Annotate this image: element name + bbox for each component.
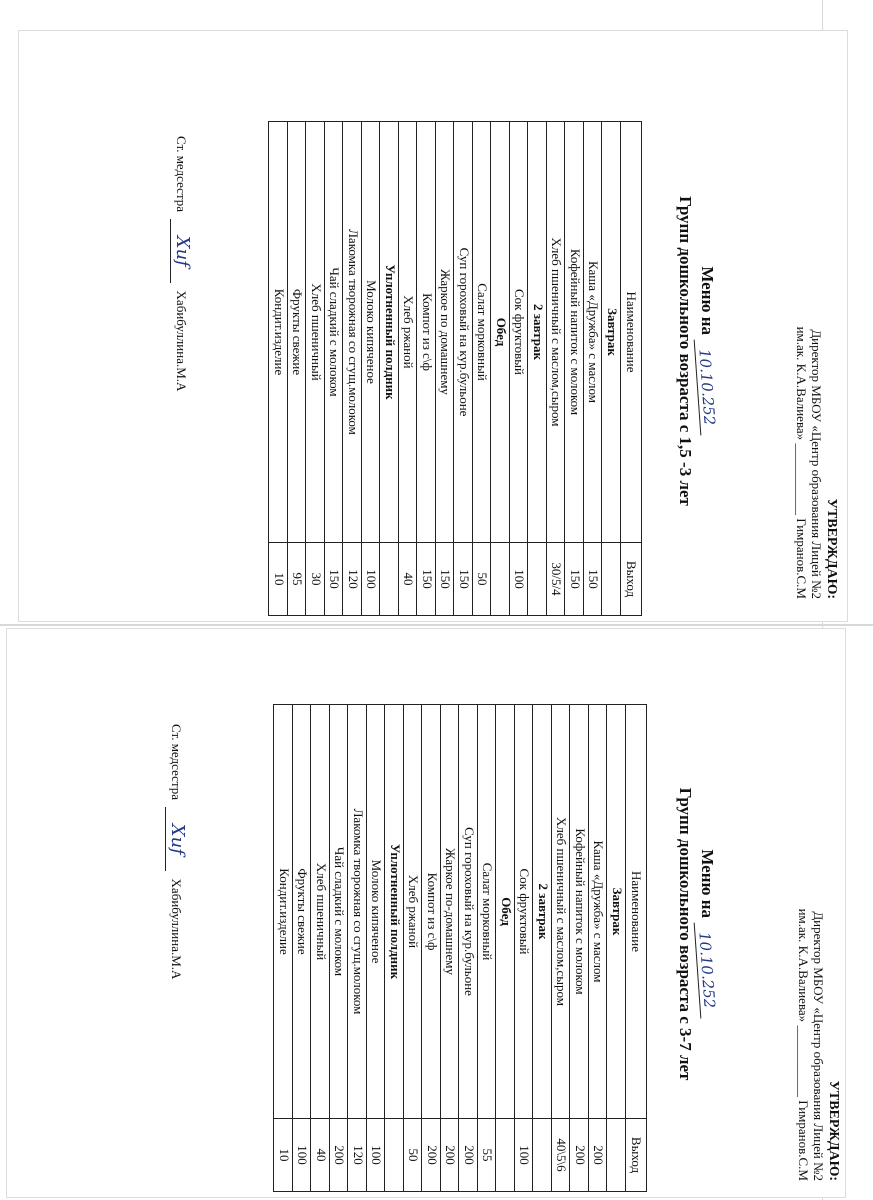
menu-table-body	[269, 122, 642, 616]
section-output-empty	[528, 543, 547, 616]
dish-name: Хлеб ржаной	[399, 122, 418, 543]
section-title: 2 завтрак	[528, 122, 547, 543]
table-header-row	[626, 705, 647, 1192]
table-row	[274, 705, 293, 1192]
table-row	[306, 122, 325, 616]
dish-name: Суп гороховый на кур.бульоне	[454, 122, 473, 543]
section-row	[385, 705, 404, 1192]
dish-output: 100	[293, 1119, 312, 1192]
dish-name: Молоко кипяченое	[367, 705, 386, 1119]
table-row	[362, 122, 381, 616]
nurse-name: Хабибуллина.М.А	[174, 290, 189, 392]
dish-output: 120	[343, 543, 362, 616]
section-row	[607, 705, 626, 1192]
dish-output: 200	[589, 1119, 608, 1192]
column-header-output: Выход	[626, 1119, 647, 1192]
table-row	[589, 705, 608, 1192]
column-header-output: Выход	[621, 543, 642, 616]
dish-output: 200	[330, 1119, 349, 1192]
table-row	[422, 705, 441, 1192]
table-row	[515, 705, 534, 1192]
section-title: Обед	[491, 122, 510, 543]
handwritten-date: 10.10.252	[693, 339, 718, 436]
approval-name-line	[793, 327, 808, 599]
menu-date-line	[697, 669, 717, 1199]
table-row	[441, 705, 460, 1192]
menu-date-line	[697, 71, 717, 631]
group-title: Групп дошкольного возраста с 3-7 лет	[675, 787, 695, 1081]
dish-name: Лакомка творожная со сгущ.молоком	[348, 705, 367, 1119]
dish-output: 40	[311, 1119, 330, 1192]
dish-name: Чай сладкий с молоком	[325, 122, 344, 543]
table-row	[459, 705, 478, 1192]
dish-output: 150	[454, 543, 473, 616]
dish-output: 95	[288, 543, 307, 616]
signature-line	[165, 724, 187, 979]
dish-name: Молоко кипяченое	[362, 122, 381, 543]
section-title: Обед	[496, 705, 515, 1119]
dish-name: Лакомка творожная со сгущ.молоком	[343, 122, 362, 543]
approval-director-name: Гимранов.С.М	[795, 1100, 811, 1181]
table-row	[565, 122, 584, 616]
menu-label: Меню на	[698, 849, 717, 919]
handwritten-signature: Хиf	[170, 219, 192, 283]
approval-director-line: Директор МБОУ «Центр образования Лицей №2	[810, 911, 826, 1181]
section-title: Завтрак	[602, 122, 621, 543]
table-row	[570, 705, 589, 1192]
rotated-document	[7, 629, 847, 1199]
section-row	[491, 122, 510, 616]
dish-output: 150	[325, 543, 344, 616]
scan-artifact-line	[0, 624, 873, 626]
dish-name: Чай сладкий с молоком	[330, 705, 349, 1119]
dish-name: Жаркое по домашнему	[436, 122, 455, 543]
table-row	[510, 122, 529, 616]
menu-sheet-1-5-3	[18, 30, 848, 622]
dish-name: Жаркое по-домашнему	[441, 705, 460, 1119]
dish-output: 30/5/4	[547, 543, 566, 616]
dish-name: Суп гороховый на кур.бульоне	[459, 705, 478, 1119]
section-title: Уплотненный полдник	[380, 122, 399, 543]
dish-output: 55	[478, 1119, 497, 1192]
dish-name: Каша «Дружба» с маслом	[589, 705, 608, 1119]
table-row	[552, 705, 571, 1192]
dish-output: 200	[459, 1119, 478, 1192]
dish-name: Хлеб пшеничный	[306, 122, 325, 543]
section-output-empty	[491, 543, 510, 616]
table-row	[348, 705, 367, 1192]
dish-output: 100	[367, 1119, 386, 1192]
rotated-document	[19, 31, 847, 621]
dish-name: Кофейный напиток с молоком	[565, 122, 584, 543]
dish-name: Хлеб ржаной	[404, 705, 423, 1119]
dish-name: Фрукты свежие	[288, 122, 307, 543]
dish-output: 100	[510, 543, 529, 616]
section-output-empty	[380, 543, 399, 616]
table-row	[417, 122, 436, 616]
dish-output: 200	[570, 1119, 589, 1192]
section-output-empty	[385, 1119, 404, 1192]
dish-output: 150	[417, 543, 436, 616]
approval-block	[795, 909, 841, 1181]
dish-output: 50	[404, 1119, 423, 1192]
dish-name: Салат морковный	[473, 122, 492, 543]
section-row	[380, 122, 399, 616]
dish-name: Хлеб пшеничный	[311, 705, 330, 1119]
table-row	[404, 705, 423, 1192]
table-row	[311, 705, 330, 1192]
approval-title: УТВЕРЖДАЮ:	[826, 1080, 841, 1181]
dish-output: 100	[362, 543, 381, 616]
dish-output: 100	[515, 1119, 534, 1192]
menu-table	[274, 704, 648, 1192]
dish-name: Компот из с\ф	[417, 122, 436, 543]
section-title: Завтрак	[607, 705, 626, 1119]
approval-org: им.ак. К.А.Валиева»	[793, 326, 809, 441]
dish-output: 120	[348, 1119, 367, 1192]
approval-director-name: Гимранов.С.М	[793, 518, 809, 599]
nurse-role: Ст. медсестра	[169, 724, 184, 801]
section-output-empty	[607, 1119, 626, 1192]
section-output-empty	[533, 1119, 552, 1192]
menu-table	[269, 121, 643, 616]
menu-heading	[675, 71, 717, 631]
dish-output: 40	[399, 543, 418, 616]
dish-output: 150	[584, 543, 603, 616]
section-title: 2 завтрак	[533, 705, 552, 1119]
table-row	[293, 705, 312, 1192]
dish-name: Компот из с\ф	[422, 705, 441, 1119]
approval-block	[793, 327, 839, 599]
section-row	[533, 705, 552, 1192]
table-row	[547, 122, 566, 616]
table-row	[584, 122, 603, 616]
dish-output: 200	[441, 1119, 460, 1192]
approval-blank: ___________	[795, 1025, 811, 1097]
dish-output: 150	[436, 543, 455, 616]
dish-name: Кондит.изделие	[274, 705, 293, 1119]
approval-director-line: Директор МБОУ «Центр образования Лицей №2	[808, 329, 824, 599]
handwritten-signature: Хиf	[165, 807, 187, 871]
dish-name: Сок фруктовый	[510, 122, 529, 543]
dish-name: Хлеб пшеничный с маслом,сыром	[547, 122, 566, 543]
table-row	[473, 122, 492, 616]
table-row	[436, 122, 455, 616]
section-title: Уплотненный полдник	[385, 705, 404, 1119]
handwritten-date: 10.10.252	[693, 922, 718, 1019]
approval-org: им.ак. К.А.Валиева»	[795, 908, 811, 1023]
approval-name-line	[795, 909, 810, 1181]
menu-table-body	[274, 705, 647, 1192]
table-row	[367, 705, 386, 1192]
menu-sheet-3-7	[6, 628, 846, 1198]
group-title: Групп дошкольного возраста с 1,5 -3 лет	[675, 196, 695, 506]
table-row	[269, 122, 288, 616]
dish-name: Салат морковный	[478, 705, 497, 1119]
dish-output: 10	[274, 1119, 293, 1192]
dish-name: Кондит.изделие	[269, 122, 288, 543]
dish-output: 200	[422, 1119, 441, 1192]
dish-name: Кофейный напиток с молоком	[570, 705, 589, 1119]
dish-output: 30	[306, 543, 325, 616]
approval-title: УТВЕРЖДАЮ:	[824, 498, 839, 599]
dish-name: Каша «Дружба» с маслом	[584, 122, 603, 543]
nurse-name: Хабибуллина.М.А	[169, 878, 184, 980]
menu-heading	[675, 669, 717, 1199]
dish-output: 40\5\6	[552, 1119, 571, 1192]
section-row	[602, 122, 621, 616]
dish-name: Сок фруктовый	[515, 705, 534, 1119]
section-row	[528, 122, 547, 616]
menu-label: Меню на	[698, 266, 717, 336]
table-row	[399, 122, 418, 616]
table-row	[478, 705, 497, 1192]
dish-output: 50	[473, 543, 492, 616]
dish-output: 10	[269, 543, 288, 616]
nurse-role: Ст. медсестра	[174, 136, 189, 213]
section-output-empty	[496, 1119, 515, 1192]
column-header-name: Наименование	[626, 705, 647, 1119]
approval-blank: ___________	[793, 443, 809, 515]
signature-line	[170, 136, 192, 391]
section-row	[496, 705, 515, 1192]
table-header-row	[621, 122, 642, 616]
table-row	[343, 122, 362, 616]
table-row	[454, 122, 473, 616]
dish-output: 150	[565, 543, 584, 616]
section-output-empty	[602, 543, 621, 616]
dish-name: Фрукты свежие	[293, 705, 312, 1119]
dish-name: Хлеб пшеничный с маслом,сыром	[552, 705, 571, 1119]
column-header-name: Наименование	[621, 122, 642, 543]
table-row	[330, 705, 349, 1192]
table-row	[325, 122, 344, 616]
table-row	[288, 122, 307, 616]
